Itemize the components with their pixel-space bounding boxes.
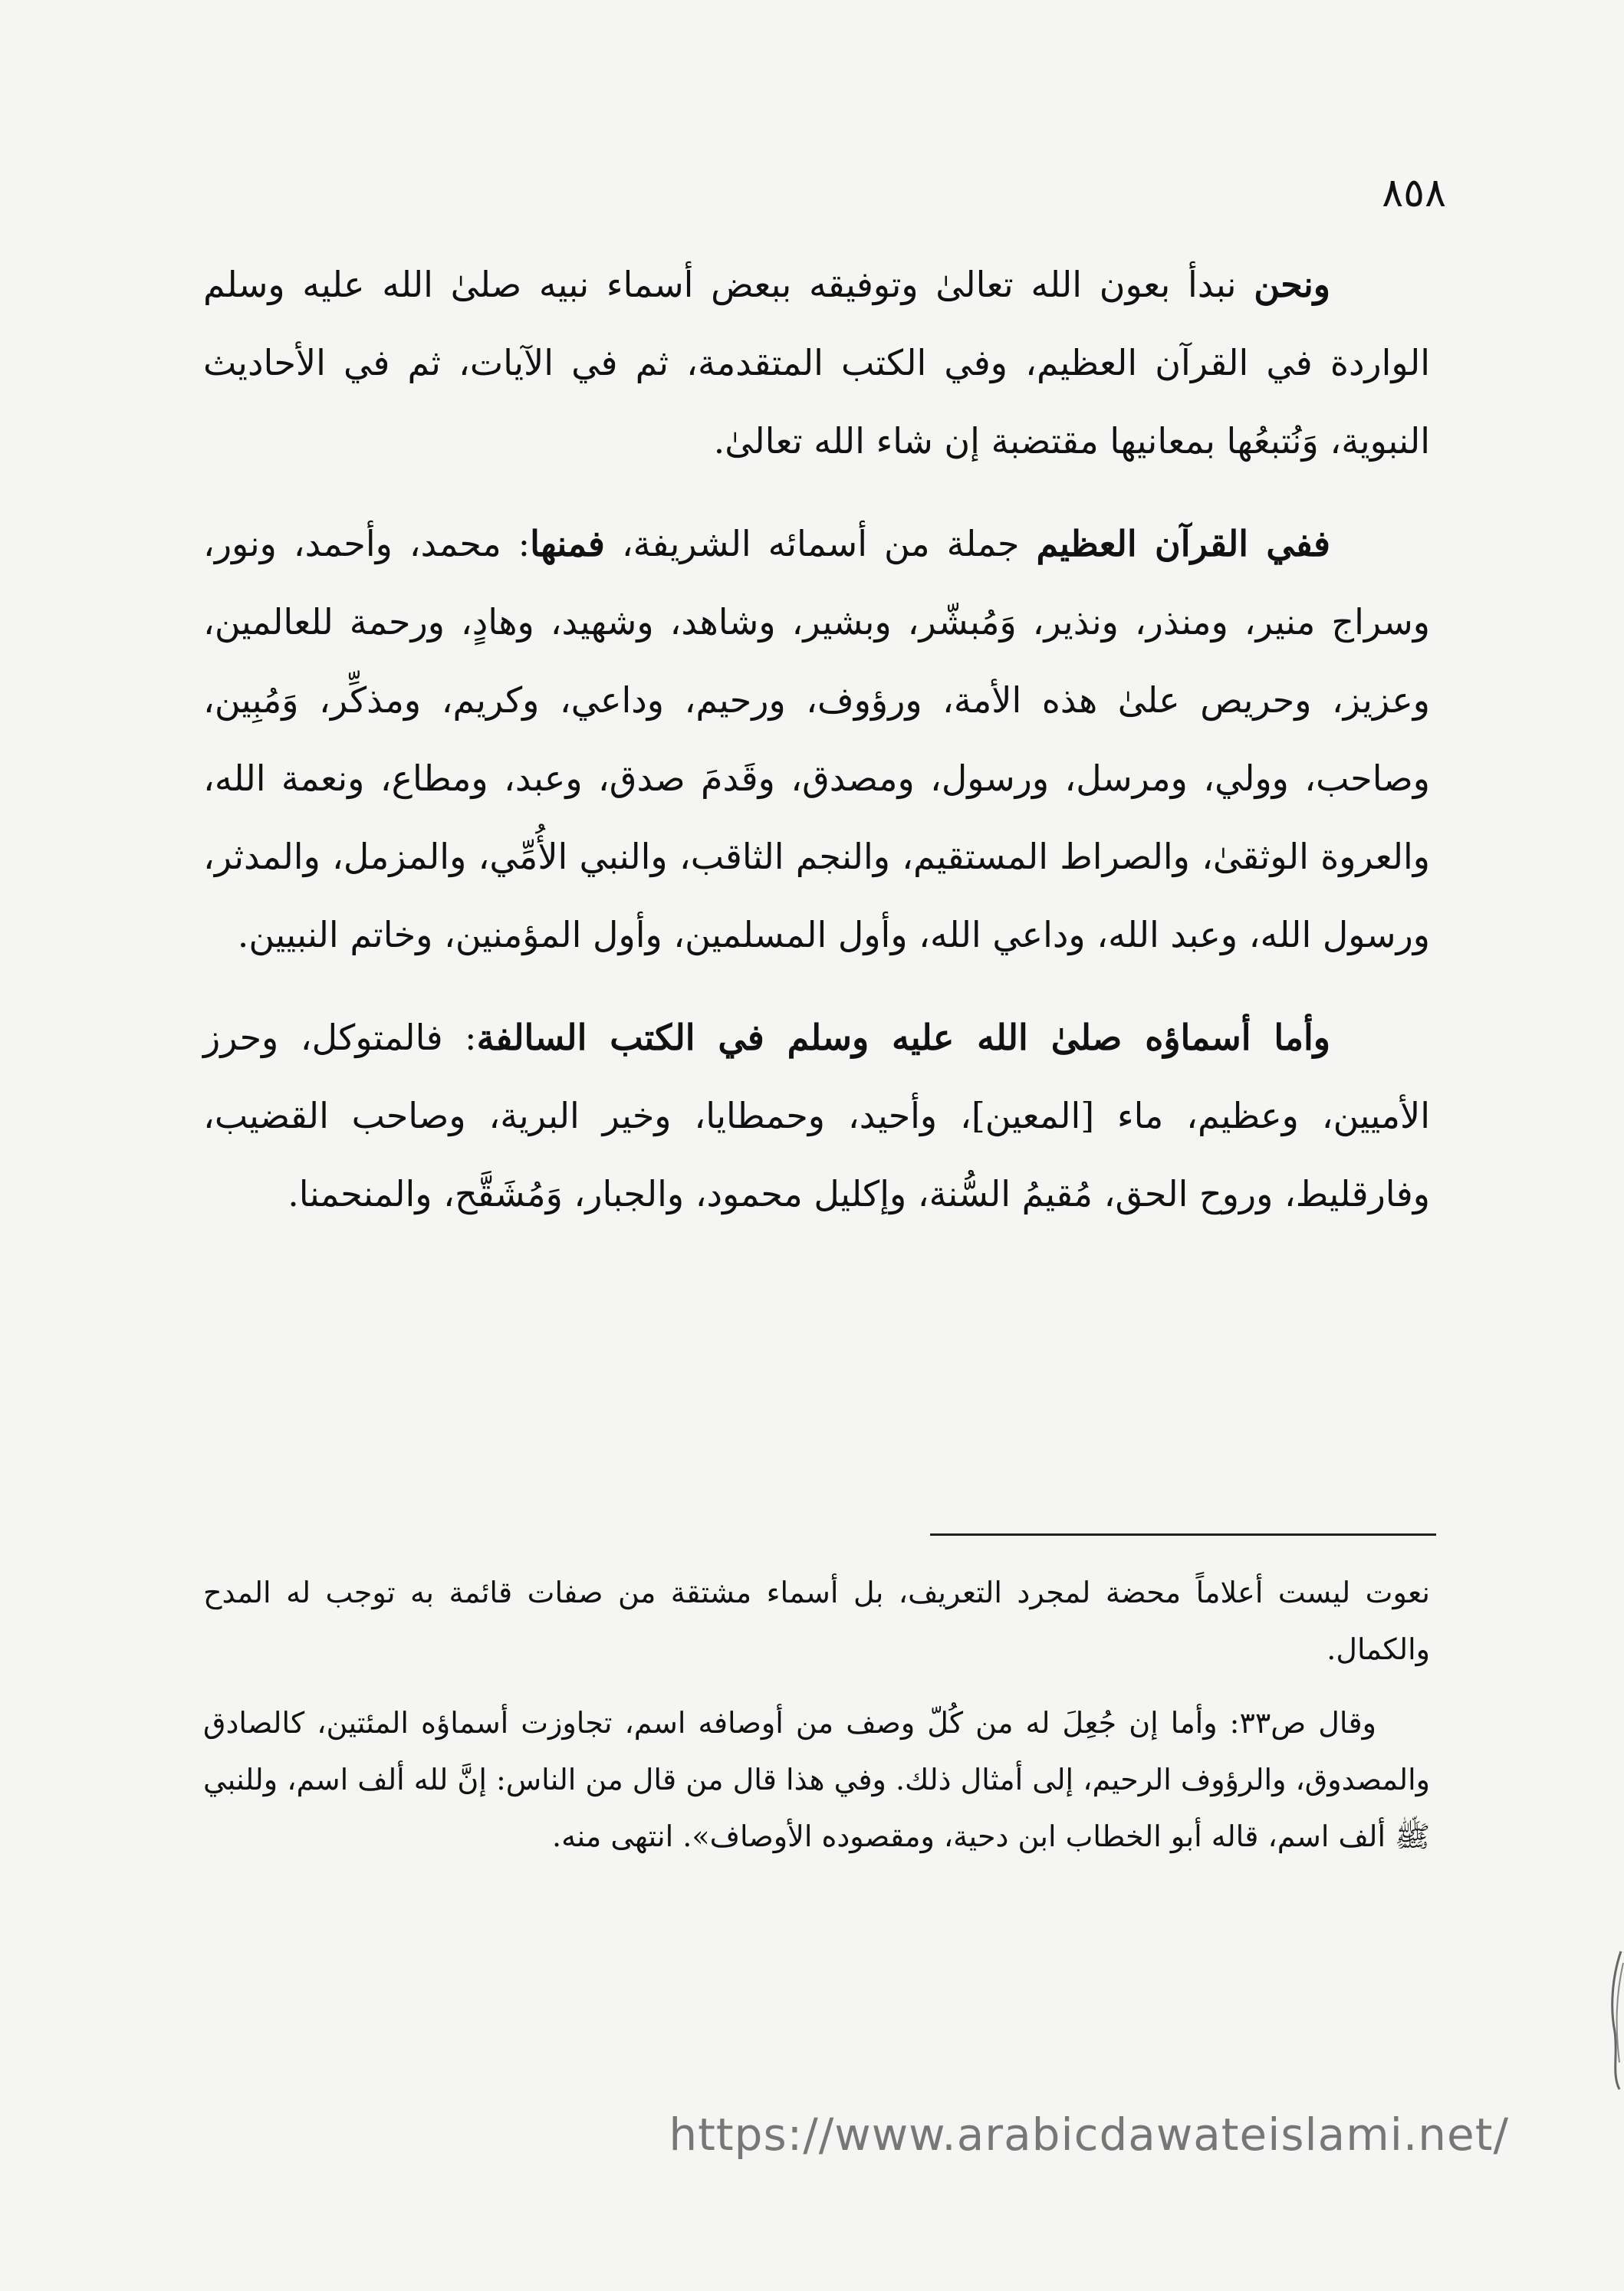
paragraph-lead: ونحن [1254, 264, 1330, 305]
page-edge-mark [1606, 1948, 1624, 2093]
footnote-quote: وقال ص٣٣: وأما إن جُعِلَ له من كُلّ وصف من أوصافه اسم، تجاوزت أسماؤه المئتين، كالصادق والمصدوق، والرؤوف الرحيم، إلى أمثال ذلك. وفي هذا قال من قال من الناس: إنَّ لله ألف اسم، وللنبي ﷺ ألف اسم، قاله أبو الخطاب ابن دحية، ومقصوده الأوصاف». انتهى منه. [203, 1706, 1430, 1853]
page-number: ٨٥٨ [1382, 170, 1446, 216]
paragraph-body: : فالمتوكل، وحرز الأميين، وعظيم، ماء [المعين]، وأحيد، وحمطايا، وخير البرية، وصاحب القضيب، وفارقليط، وروح الحق، مُقيمُ السُّنة، وإكليل محمود، والجبار، وَمُشَقَّح، والمنحمنا. [203, 1017, 1430, 1215]
footnote-separator [930, 1533, 1436, 1536]
main-text [203, 245, 1430, 1257]
watermark-url: https://www.arabicdawateislami.net/ [669, 2109, 1509, 2161]
paragraph-body-secondary: : محمد، وأحمد، ونور، وسراج منير، ومنذر، ونذير، وَمُبشّر، وبشير، وشاهد، وشهيد، وهادٍ، ورحمة للعالمين، وعزيز، وحريص علىٰ هذه الأمة، ورؤوف، ورحيم، وداعي، وكريم، ومذكِّر، وَمُبِين، وصاحب، وولي، ومرسل، ورسول، ومصدق، وقَدمَ صدق، وعبد، ومطاع، ونعمة الله، والعروة الوثقىٰ، والصراط المستقيم، والنجم الثاقب، والنبي الأُمِّي، والمزمل، والمدثر، ورسول الله، وعبد الله، وداعي الله، وأول المسلمين، وأول المؤمنين، وخاتم النبيين. [203, 523, 1430, 955]
paragraph-quran-names [203, 505, 1430, 974]
paragraph-lead: ففي القرآن العظيم [1036, 523, 1330, 564]
paragraph-body: جملة من أسمائه الشريفة، [604, 523, 1037, 564]
paragraph-previous-books-names [203, 998, 1430, 1233]
paragraph-lead: وأما أسماؤه صلىٰ الله عليه وسلم في الكتب السالفة [476, 1017, 1330, 1058]
footnotes [203, 1564, 1430, 1882]
paragraph-body: نبدأ بعون الله تعالىٰ وتوفيقه ببعض أسماء نبيه صلىٰ الله عليه وسلم الواردة في القرآن العظيم، وفي الكتب المتقدمة، ثم في الآيات، ثم في الأحاديث النبوية، وَنُتبعُها بمعانيها مقتضبة إن شاء الله تعالىٰ. [203, 264, 1430, 462]
footnote-continuation: نعوت ليست أعلاماً محضة لمجرد التعريف، بل أسماء مشتقة من صفات قائمة به توجب له المدح والكمال. [203, 1576, 1430, 1666]
paragraph-intro [203, 245, 1430, 480]
paragraph-lead-secondary: فمنها [530, 523, 605, 564]
